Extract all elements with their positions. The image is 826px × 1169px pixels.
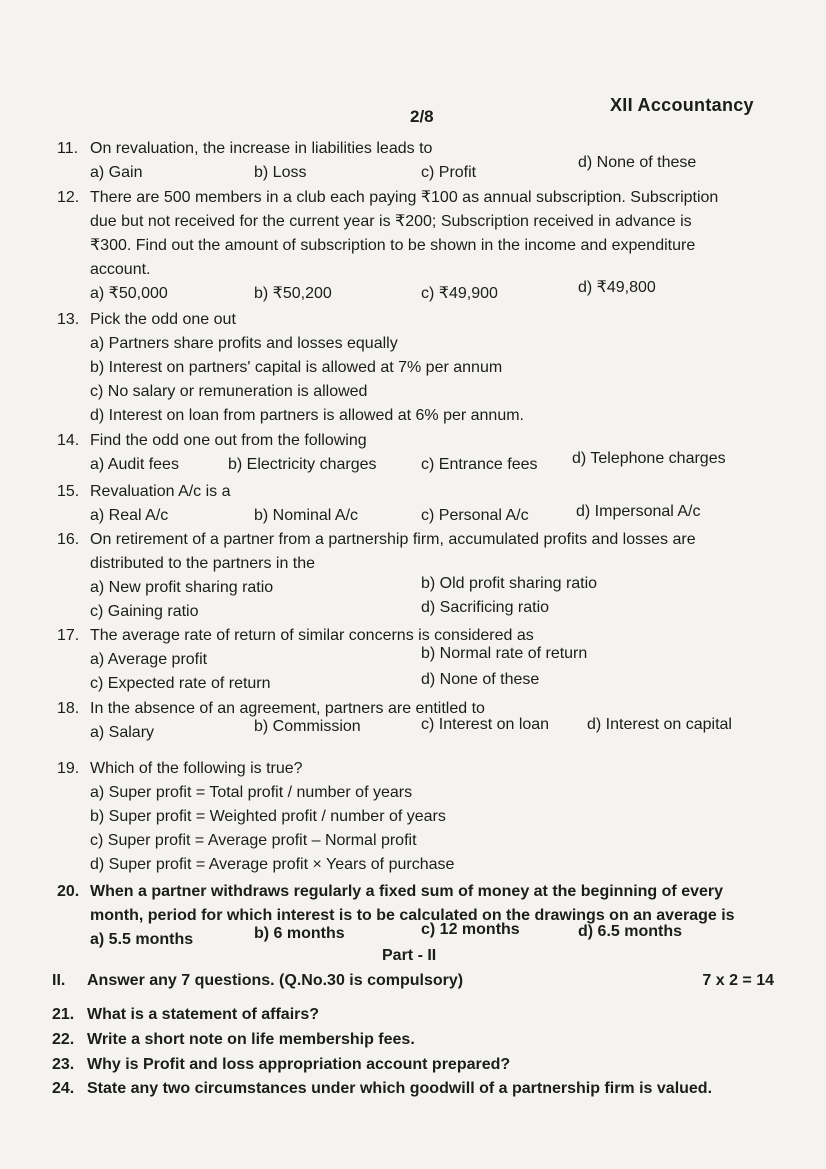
question-number: 19. (57, 760, 80, 777)
question-number: 12. (57, 189, 80, 206)
question-text: In the absence of an agreement, partners are entitled to (90, 700, 485, 717)
section-instruction: Answer any 7 questions. (Q.No.30 is compulsory) (87, 972, 464, 989)
question-number: 24. (52, 1080, 75, 1097)
option-a: a) ₹50,000 (90, 285, 168, 302)
option-b: b) ₹50,200 (254, 285, 332, 302)
question-number: 11. (57, 140, 79, 157)
question-text-cont: month, period for which interest is to be calculated on the drawings on an average is (90, 907, 735, 924)
question-21 (52, 1006, 774, 1024)
option-b: b) Interest on partners' capital is allowed at 7% per annum (90, 359, 503, 376)
question-22 (52, 1031, 774, 1049)
question-19 (57, 757, 777, 877)
option-c: c) Interest on loan (421, 716, 550, 733)
option-d: d) 6.5 months (578, 923, 683, 940)
option-c: c) Entrance fees (421, 456, 538, 473)
option-c: c) Gaining ratio (90, 603, 199, 620)
option-d: d) None of these (578, 154, 697, 171)
option-d: d) None of these (421, 671, 540, 688)
question-text: On revaluation, the increase in liabilities leads to (90, 140, 433, 157)
options-row (90, 279, 777, 306)
option-d: d) Interest on loan from partners is allowed at 6% per annum. (90, 407, 524, 424)
option-c: c) Expected rate of return (90, 675, 271, 692)
question-number: 16. (57, 531, 80, 548)
part-title: Part - II (382, 947, 437, 964)
question-text: State any two circumstances under which goodwill of a partnership firm is valued. (87, 1080, 713, 1097)
question-number: 22. (52, 1031, 75, 1048)
page-number: 2/8 (410, 107, 434, 126)
question-text: On retirement of a partner from a partnership firm, accumulated profits and losses are (90, 531, 696, 548)
section-marks: 7 x 2 = 14 (702, 972, 774, 989)
question-number: 17. (57, 627, 80, 644)
option-a: a) New profit sharing ratio (90, 579, 274, 596)
options-row (90, 450, 777, 477)
question-text: Why is Profit and loss appropriation account prepared? (87, 1056, 511, 1073)
question-number: 21. (52, 1006, 75, 1023)
option-b: b) 6 months (254, 925, 345, 942)
option-a: a) Super profit = Total profit / number of years (90, 784, 413, 801)
question-20 (57, 880, 777, 952)
option-d: d) Sacrificing ratio (421, 599, 550, 616)
option-d: d) Impersonal A/c (576, 503, 701, 520)
option-d: d) ₹49,800 (578, 279, 656, 296)
question-17 (57, 624, 777, 696)
question-text: Pick the odd one out (90, 311, 236, 328)
option-c: c) No salary or remuneration is allowed (90, 383, 368, 400)
question-23 (52, 1056, 774, 1074)
question-24 (52, 1080, 774, 1098)
question-13 (57, 308, 777, 428)
section-header (52, 972, 774, 996)
question-11 (57, 137, 777, 185)
question-text: When a partner withdraws regularly a fixed sum of money at the beginning of every (90, 883, 724, 900)
section-number: II. (52, 972, 66, 989)
option-d: d) Telephone charges (572, 450, 726, 467)
options-row (90, 154, 777, 185)
option-c: c) Super profit = Average profit – Normal profit (90, 832, 417, 849)
question-text: The average rate of return of similar concerns is considered as (90, 627, 534, 644)
options-row (90, 600, 777, 624)
question-number: 14. (57, 432, 80, 449)
question-text: Revaluation A/c is a (90, 483, 231, 500)
option-a: a) Real A/c (90, 507, 169, 524)
question-text-cont: ₹300. Find out the amount of subscription to be shown in the income and expenditure (90, 237, 696, 254)
option-c: c) Personal A/c (421, 507, 529, 524)
option-a: a) Salary (90, 724, 155, 741)
question-text: Write a short note on life membership fees. (87, 1031, 415, 1048)
option-b: b) Electricity charges (228, 456, 377, 473)
options-row (90, 672, 777, 696)
option-a: a) Gain (90, 164, 143, 181)
question-text-cont: due but not received for the current year is ₹200; Subscription received in advance is (90, 213, 692, 230)
option-d: d) Super profit = Average profit × Years of purchase (90, 856, 455, 873)
question-16 (57, 528, 777, 624)
option-b: b) Loss (254, 164, 307, 181)
question-12 (57, 186, 777, 306)
option-d: d) Interest on capital (587, 716, 732, 733)
option-b: b) Super profit = Weighted profit / number of years (90, 808, 446, 825)
question-14 (57, 429, 777, 477)
question-number: 20. (57, 883, 80, 900)
subject-title: XII Accountancy (610, 95, 754, 115)
option-b: b) Commission (254, 718, 361, 735)
question-text: Find the odd one out from the following (90, 432, 367, 449)
question-number: 23. (52, 1056, 75, 1073)
question-text: There are 500 members in a club each paying ₹100 as annual subscription. Subscription (90, 189, 719, 206)
question-text-cont: distributed to the partners in the (90, 555, 316, 572)
options-row (90, 504, 777, 528)
option-a: a) Partners share profits and losses equally (90, 335, 398, 352)
option-a: a) Audit fees (90, 456, 179, 473)
option-b: b) Normal rate of return (421, 645, 588, 662)
option-a: a) Average profit (90, 651, 208, 668)
question-number: 15. (57, 483, 80, 500)
option-c: c) 12 months (421, 921, 520, 938)
option-c: c) Profit (421, 164, 477, 181)
options-row (90, 716, 777, 745)
option-b: b) Nominal A/c (254, 507, 359, 524)
option-c: c) ₹49,900 (421, 285, 498, 302)
question-18 (57, 697, 777, 745)
question-number: 13. (57, 311, 80, 328)
question-number: 18. (57, 700, 80, 717)
option-a: a) 5.5 months (90, 931, 194, 948)
question-text: What is a statement of affairs? (87, 1006, 320, 1023)
option-b: b) Old profit sharing ratio (421, 575, 598, 592)
question-text-cont: account. (90, 261, 151, 278)
question-15 (57, 480, 777, 528)
question-text: Which of the following is true? (90, 760, 303, 777)
